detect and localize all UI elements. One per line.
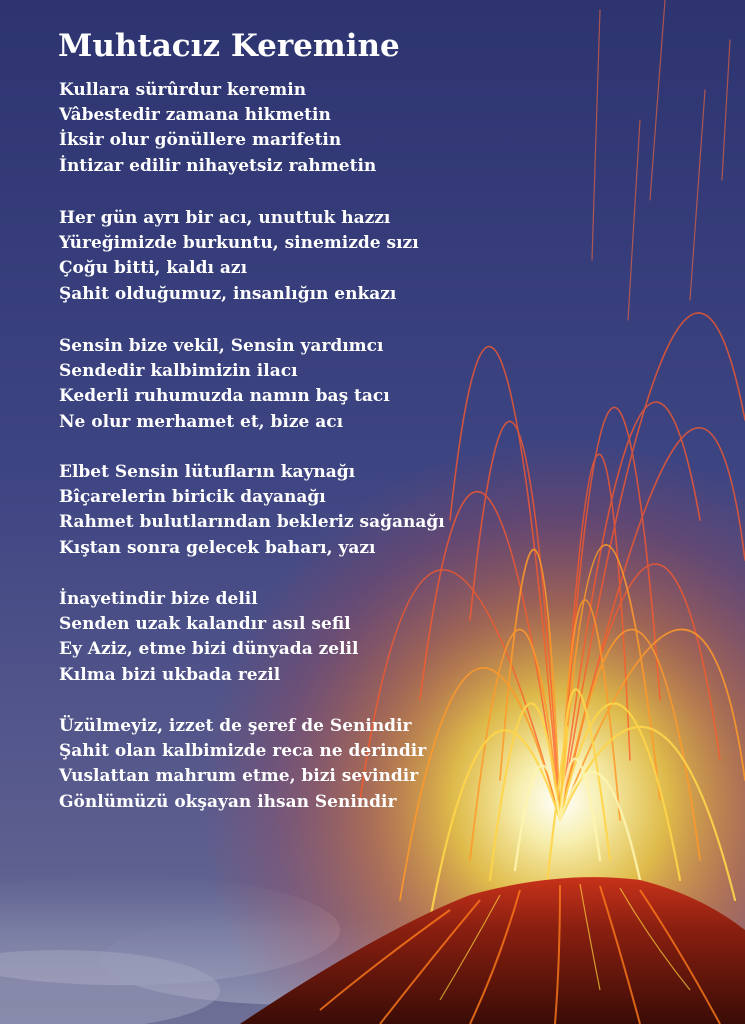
stanza-2 [59, 206, 419, 307]
poem-title: Muhtacız Keremine [58, 28, 400, 64]
verse-line: İntizar edilir nihayetsiz rahmetin [59, 155, 377, 176]
verse-line: Kıştan sonra gelecek baharı, yazı [59, 537, 376, 558]
verse-line: İksir olur gönüllere marifetin [59, 130, 342, 151]
verse-line: Şahit olan kalbimizde reca ne derindir [59, 741, 427, 762]
verse-line: Elbet Sensin lütufların kaynağı [59, 462, 356, 482]
stanza-6 [59, 714, 426, 815]
stanza-5 [59, 587, 358, 688]
verse-line: Kullara sürûrdur keremin [59, 80, 307, 100]
verse-line: Sendedir kalbimizin ilacı [59, 361, 298, 382]
verse-line: Her gün ayrı bir acı, unuttuk hazzı [59, 208, 391, 228]
verse-line: Şahit olduğumuz, insanlığın enkazı [59, 283, 397, 304]
verse-line: Üzülmeyiz, izzet de şeref de Senindir [59, 716, 412, 736]
verse-line: Yüreğimizde burkuntu, sinemizde sızı [59, 233, 419, 254]
stanza-4 [59, 460, 445, 561]
verse-line: Gönlümüzü okşayan ihsan Senindir [59, 791, 397, 812]
verse-line: Bîçarelerin biricik dayanağı [59, 487, 326, 508]
stanza-3 [59, 334, 390, 435]
verse-line: Vâbestedir zamana hikmetin [59, 105, 331, 126]
verse-line: Senden uzak kalandır asıl sefil [59, 614, 351, 635]
verse-line: Ne olur merhamet et, bize acı [59, 411, 344, 432]
verse-line: Çoğu bitti, kaldı azı [59, 258, 248, 279]
verse-line: Ey Aziz, etme bizi dünyada zelil [59, 639, 359, 660]
verse-line: Kılma bizi ukbada rezil [59, 664, 281, 685]
verse-line: Sensin bize vekil, Sensin yardımcı [59, 336, 384, 356]
verse-line: Rahmet bulutlarından bekleriz sağanağı [59, 512, 445, 533]
verse-line: Vuslattan mahrum etme, bizi sevindir [59, 766, 419, 787]
stanza-1 [59, 78, 376, 179]
verse-line: Kederli ruhumuzda namın baş tacı [59, 386, 390, 407]
verse-line: İnayetindir bize delil [59, 589, 258, 609]
